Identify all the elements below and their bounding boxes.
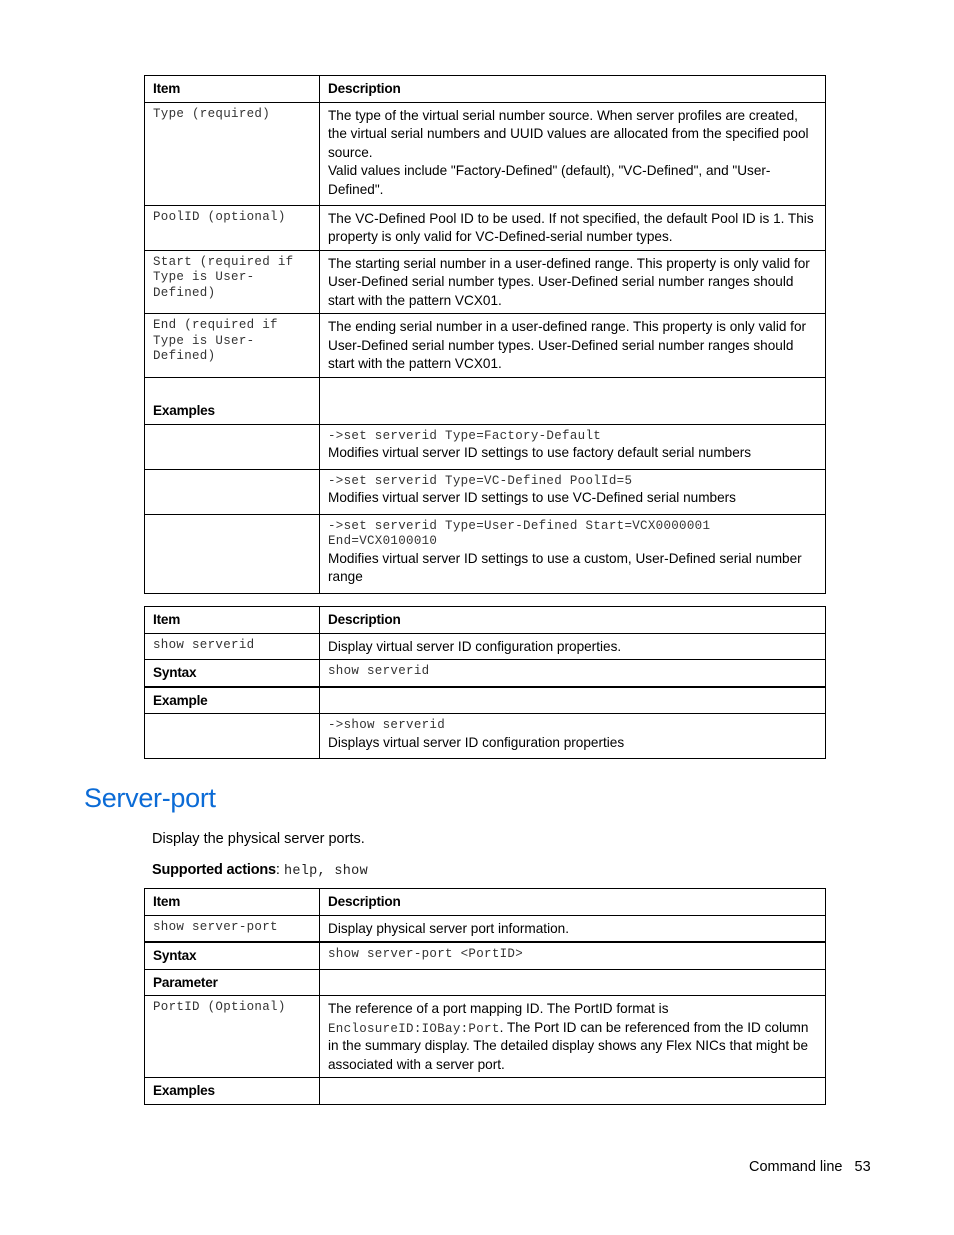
example-row (145, 714, 826, 759)
example-command: ->show serverid (328, 718, 446, 732)
example-command: ->set serverid Type=Factory-Default (328, 428, 602, 443)
footer-text: Command line (749, 1159, 843, 1175)
parameter-label: Parameter (145, 969, 320, 996)
supported-actions: Supported actions: help, show (152, 862, 368, 879)
param-name: PoolID (optional) (153, 209, 286, 224)
serverid-show-table (144, 606, 826, 759)
table-header-row (145, 889, 826, 916)
table-row (145, 205, 826, 250)
header-description: Description (320, 607, 826, 634)
syntax-value: show serverid (328, 664, 430, 678)
table-row (145, 102, 826, 205)
syntax-row (145, 660, 826, 687)
syntax-label: Syntax (145, 660, 320, 687)
param-name: Start (required if Type is User-Defined) (153, 254, 294, 300)
command-name: show serverid (153, 637, 255, 652)
header-description: Description (320, 889, 826, 916)
section-title: Server-port (84, 783, 216, 813)
examples-label: Examples (145, 1078, 320, 1105)
param-name: Type (required) (153, 106, 271, 121)
param-description-end: . The Port ID can be referenced from the ID column in the summary display. The detailed display shows any Flex NICs that might be associated with a server port. (328, 1019, 809, 1072)
header-description: Description (320, 76, 826, 103)
param-name: PortID (Optional) (153, 1000, 286, 1014)
command-description: Display virtual server ID configuration properties. (328, 638, 622, 654)
table-row (145, 996, 826, 1078)
examples-row (145, 1078, 826, 1105)
example-description: Modifies virtual server ID settings to use factory default serial numbers (328, 445, 752, 460)
header-item: Item (145, 889, 320, 916)
param-name: End (required if Type is User-Defined) (153, 318, 278, 363)
page-footer (749, 1159, 871, 1175)
example-command: ->set serverid Type=VC-Defined PoolId=5 (328, 473, 633, 488)
example-row (145, 424, 826, 469)
example-description: Displays virtual server ID configuration properties (328, 734, 625, 750)
command-name: show server-port (153, 919, 278, 934)
example-description: Modifies virtual server ID settings to use VC-Defined serial numbers (328, 490, 736, 505)
examples-label: Examples (145, 377, 320, 424)
example-description: Modifies virtual server ID settings to use a custom, User-Defined serial number range (328, 550, 802, 584)
table-header-row (145, 76, 826, 103)
serverid-set-table (144, 75, 826, 594)
supported-actions-label: Supported actions (152, 862, 276, 878)
param-description: Valid values include "Factory-Defined" (default), "VC-Defined", and "User-Defined". (328, 163, 771, 197)
command-description: Display physical server port information. (328, 920, 570, 936)
syntax-label: Syntax (145, 942, 320, 969)
page-number: 53 (854, 1159, 871, 1175)
example-label: Example (145, 687, 320, 714)
param-description-start: The reference of a port mapping ID. The PortID format is (328, 1001, 669, 1016)
parameter-label-row (145, 969, 826, 996)
syntax-value: show server-port <PortID> (328, 947, 524, 961)
param-description: The type of the virtual serial number source. When server profiles are created, the virtual serial numbers and UUID values are allocated from the specified pool source. (328, 107, 809, 160)
example-command: ->set serverid Type=User-Defined Start=VCX0000001 End=VCX0100010 (328, 518, 711, 548)
table-row (145, 915, 826, 942)
example-label-row (145, 687, 826, 714)
table-row (145, 314, 826, 378)
example-row (145, 514, 826, 593)
server-port-table (144, 888, 826, 1105)
param-description: The VC-Defined Pool ID to be used. If not specified, the default Pool ID is 1. This property is only valid for VC-Defined-serial number types. (328, 210, 814, 244)
syntax-row (145, 942, 826, 969)
section-description: Display the physical server ports. (152, 831, 365, 847)
param-format-code: EnclosureID:IOBay:Port (328, 1021, 500, 1036)
examples-row (145, 377, 826, 424)
table-header-row (145, 607, 826, 634)
supported-actions-list: help, show (283, 864, 368, 879)
param-description: The starting serial number in a user-defined range. This property is only valid for User-Defined serial number types. User-Defined serial number ranges should start with the pattern VCX01. (328, 255, 810, 308)
example-row (145, 469, 826, 514)
table-row (145, 250, 826, 314)
param-description: The ending serial number in a user-defined range. This property is only valid for User-Defined serial number types. User-Defined serial number ranges should start with the pattern VCX01. (328, 319, 807, 371)
table-row (145, 633, 826, 660)
header-item: Item (145, 76, 320, 103)
header-item: Item (145, 607, 320, 634)
